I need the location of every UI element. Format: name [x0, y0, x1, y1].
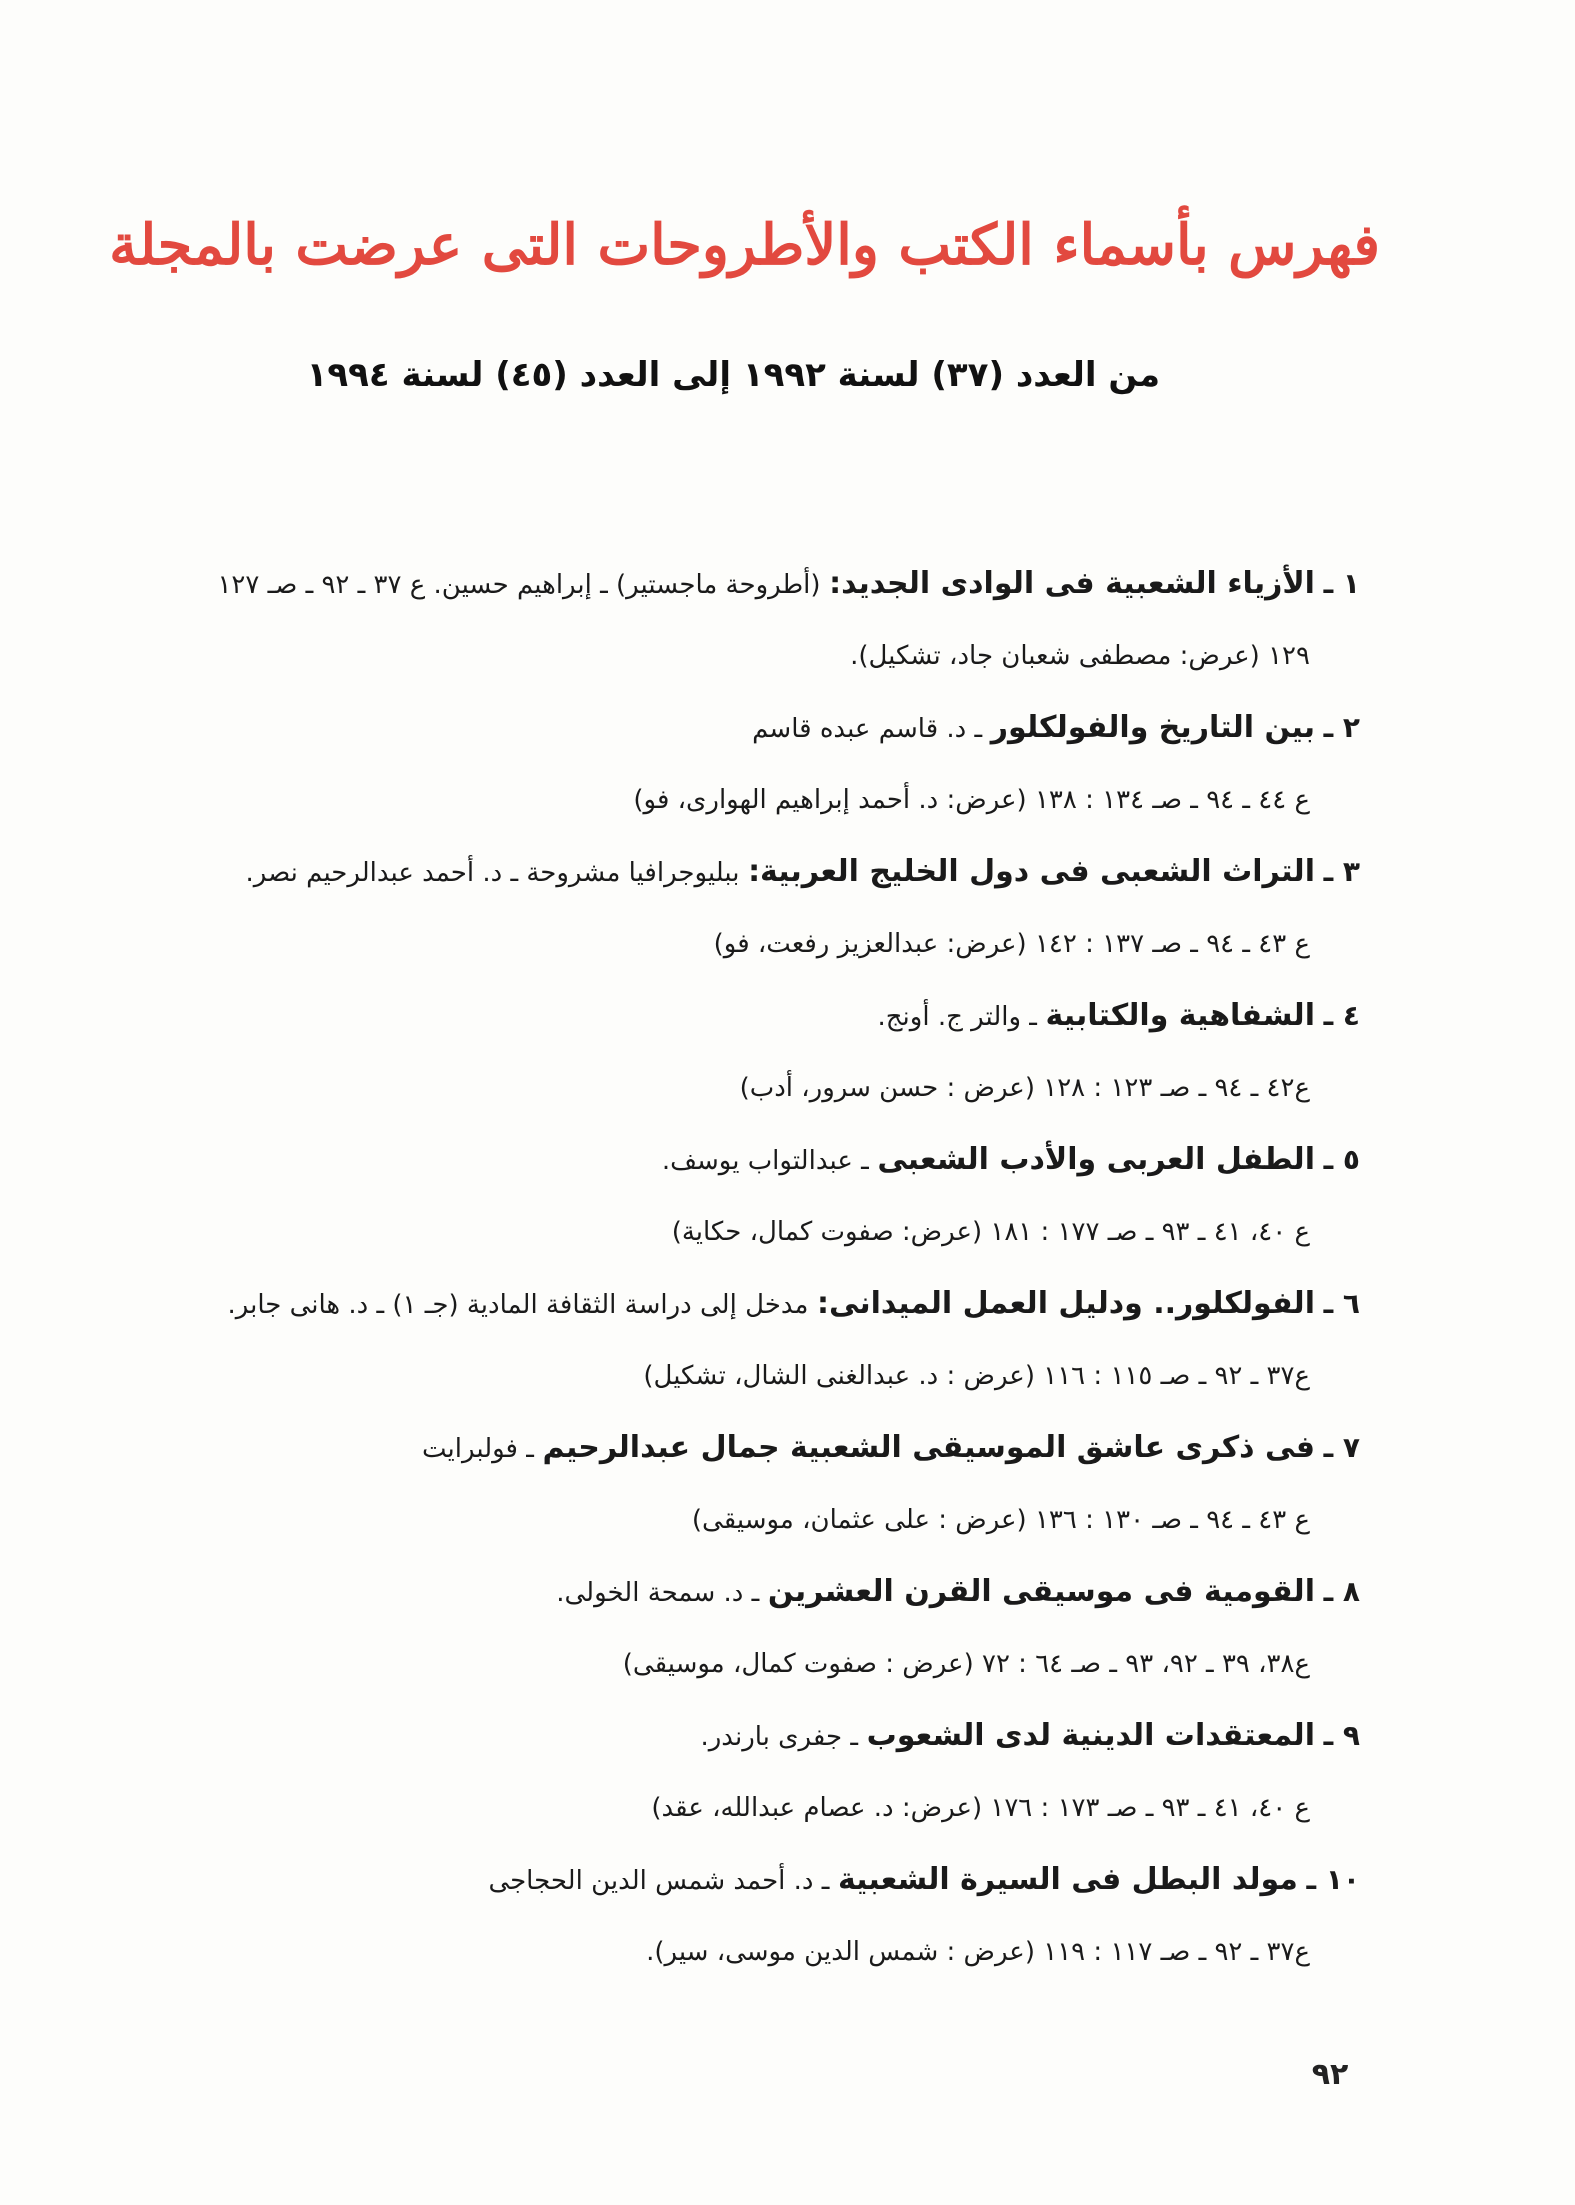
- entry-heading: [120, 1412, 1360, 1484]
- entry-number: ٢ ـ: [1323, 711, 1360, 744]
- entry-author: ـ جفرى بارندر.: [700, 1722, 858, 1752]
- entry-reference: ع٣٨، ٣٩ ـ ٩٢، ٩٣ ـ صـ ٦٤ : ٧٢ (عرض : صفوت كمال، موسيقى): [622, 1649, 1310, 1679]
- entry-book-title: مولد البطل فى السيرة الشعبية: [837, 1862, 1298, 1897]
- entry-heading: [120, 836, 1360, 908]
- entry-reference: ع ٤٠، ٤١ ـ ٩٣ ـ صـ ١٧٧ : ١٨١ (عرض: صفوت كمال، حكاية): [671, 1217, 1310, 1247]
- entry-book-title: الفولكلور.. ودليل العمل الميدانى:: [817, 1286, 1315, 1321]
- entry-10: [120, 1844, 1360, 1988]
- entry-author: مدخل إلى دراسة الثقافة المادية (جـ ١) ـ د. هانى جابر.: [227, 1290, 809, 1320]
- entry-author: ـ د. أحمد شمس الدين الحجاجى: [488, 1866, 830, 1896]
- entry-book-title: الطفل العربى والأدب الشعبى: [877, 1142, 1315, 1177]
- entry-number: ١ ـ: [1323, 567, 1360, 600]
- entry-reference: ع٣٧ ـ ٩٢ ـ صـ ١١٧ : ١١٩ (عرض : شمس الدين موسى، سير).: [646, 1937, 1310, 1967]
- entry-reference: ع ٤٠، ٤١ ـ ٩٣ ـ صـ ١٧٣ : ١٧٦ (عرض: د. عصام عبدالله، عقد): [651, 1793, 1310, 1823]
- entry-heading: [120, 692, 1360, 764]
- entry-number: ٣ ـ: [1323, 855, 1360, 888]
- entry-5: [120, 1124, 1360, 1268]
- entry-author: ـ د. سمحة الخولى.: [556, 1578, 760, 1608]
- entry-1: [120, 548, 1360, 692]
- entry-number: ٥ ـ: [1323, 1143, 1360, 1176]
- page-number: ٩٢: [1311, 2057, 1349, 2092]
- entries-list: [120, 548, 1360, 1988]
- entry-book-title: الأزياء الشعبية فى الوادى الجديد:: [829, 566, 1315, 601]
- entry-heading: [120, 1268, 1360, 1340]
- entry-author: ـ د. قاسم عبده قاسم: [752, 714, 983, 744]
- entry-author: (أطروحة ماجستير) ـ إبراهيم حسين. ع ٣٧ ـ ٩٢ ـ صـ ١٢٧: [217, 570, 821, 600]
- entry-number: ٨ ـ: [1323, 1575, 1360, 1608]
- entry-author: ـ والتر ج. أونج.: [877, 1002, 1037, 1032]
- entry-book-title: المعتقدات الدينية لدى الشعوب: [866, 1718, 1315, 1753]
- entry-number: ٦ ـ: [1323, 1287, 1360, 1320]
- entry-8: [120, 1556, 1360, 1700]
- entry-author: ببليوجرافيا مشروحة ـ د. أحمد عبدالرحيم نصر.: [245, 858, 740, 888]
- entry-book-title: التراث الشعبى فى دول الخليج العربية:: [748, 854, 1315, 889]
- entry-reference: ع٤٢ ـ ٩٤ ـ صـ ١٢٣ : ١٢٨ (عرض : حسن سرور، أدب): [739, 1073, 1310, 1103]
- entry-reference: ع ٤٣ ـ ٩٤ ـ صـ ١٣٠ : ١٣٦ (عرض : على عثمان، موسيقى): [691, 1505, 1310, 1535]
- entry-author: ـ عبدالتواب يوسف.: [661, 1146, 869, 1176]
- entry-heading: [120, 1700, 1360, 1772]
- entry-book-title: القومية فى موسيقى القرن العشرين: [767, 1574, 1315, 1609]
- entry-2: [120, 692, 1360, 836]
- entry-3: [120, 836, 1360, 980]
- page-subtitle: من العدد (٣٧) لسنة ١٩٩٢ إلى العدد (٤٥) لسنة ١٩٩٤: [306, 355, 1160, 395]
- entry-number: ٧ ـ: [1323, 1431, 1360, 1464]
- entry-book-title: فى ذكرى عاشق الموسيقى الشعبية جمال عبدالرحيم: [542, 1430, 1315, 1465]
- entry-heading: [120, 1124, 1360, 1196]
- entry-9: [120, 1700, 1360, 1844]
- entry-book-title: بين التاريخ والفولكلور: [990, 710, 1315, 745]
- entry-heading: [120, 548, 1360, 620]
- entry-reference: ١٢٩ (عرض: مصطفى شعبان جاد، تشكيل).: [850, 641, 1310, 671]
- entry-heading: [120, 1556, 1360, 1628]
- entry-number: ٩ ـ: [1323, 1719, 1360, 1752]
- entry-author: ـ فولبرايت: [422, 1434, 534, 1464]
- entry-heading: [120, 1844, 1360, 1916]
- entry-reference: ع٣٧ ـ ٩٢ ـ صـ ١١٥ : ١١٦ (عرض : د. عبدالغنى الشال، تشكيل): [643, 1361, 1310, 1391]
- page-title: فهرس بأسماء الكتب والأطروحات التى عرضت بالمجلة: [109, 212, 1380, 278]
- entry-reference: ع ٤٤ ـ ٩٤ ـ صـ ١٣٤ : ١٣٨ (عرض: د. أحمد إبراهيم الهوارى، فو): [633, 785, 1310, 815]
- entry-7: [120, 1412, 1360, 1556]
- entry-4: [120, 980, 1360, 1124]
- entry-book-title: الشفاهية والكتابية: [1045, 998, 1315, 1033]
- entry-reference: ع ٤٣ ـ ٩٤ ـ صـ ١٣٧ : ١٤٢ (عرض: عبدالعزيز رفعت، فو): [713, 929, 1310, 959]
- entry-heading: [120, 980, 1360, 1052]
- entry-number: ١٠ ـ: [1306, 1863, 1360, 1896]
- entry-number: ٤ ـ: [1323, 999, 1360, 1032]
- entry-6: [120, 1268, 1360, 1412]
